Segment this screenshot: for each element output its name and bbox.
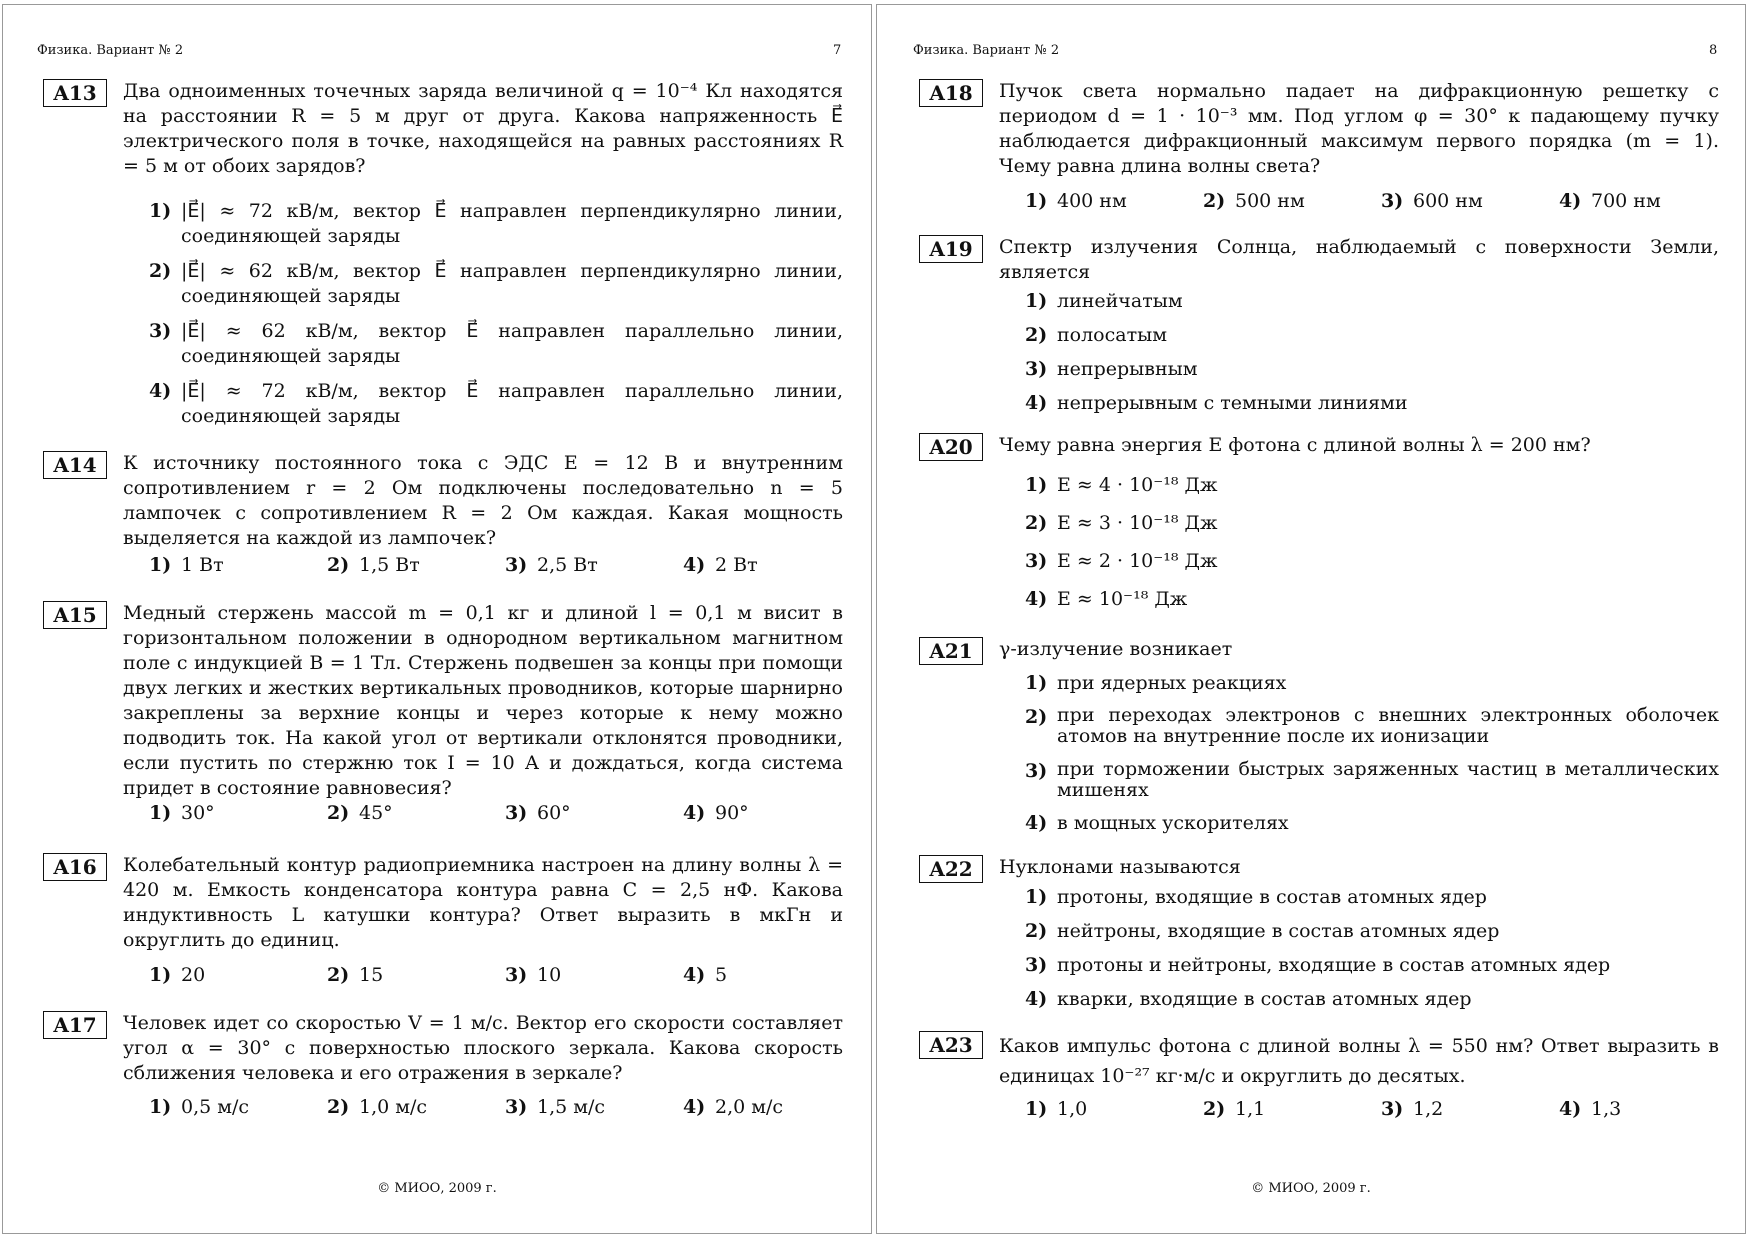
page-header: Физика. Вариант № 2: [37, 43, 184, 58]
option-text: 2 Вт: [715, 554, 758, 576]
option-number: 2): [1203, 190, 1226, 212]
option-text: 45°: [359, 802, 393, 824]
option-text: непрерывным с темными линиями: [1057, 392, 1408, 414]
option-text: при переходах электронов с внешних электронных оболочек атомов на внутренние после их ионизации: [1057, 704, 1719, 747]
option-number: 3): [505, 964, 528, 986]
question-label: A18: [919, 79, 983, 107]
question-text: Два одноименных точечных заряда величиной q = 10⁻⁴ Кл находятся на расстоянии R = 5 м друг от друга. Какова напряженность E⃗ электрического поля в точке, находящейся на равных расстояниях R = 5 м от обоих зарядов?: [123, 80, 843, 177]
question-text: К источнику постоянного тока с ЭДС E = 12 В и внутренним сопротивлением r = 2 Ом подключены последовательно n = 5 лампочек с сопротивлением R = 2 Ом каждая. Какая мощность выделяется на каждой из лампочек?: [123, 452, 843, 549]
option-text: 1,5 м/с: [537, 1096, 606, 1118]
question-label: A22: [919, 855, 983, 883]
question-text: Колебательный контур радиоприемника настроен на длину волны λ = 420 м. Емкость конденсатора контура равна C = 2,5 нФ. Какова индуктивность L катушки контура? Ответ выразить в мкГн и округлить до единиц.: [123, 854, 843, 951]
page-right: [876, 4, 1746, 1234]
question-label: A21: [919, 637, 983, 665]
option-text: при ядерных реакциях: [1057, 672, 1287, 694]
option-text: 1,0: [1057, 1098, 1088, 1120]
option-text: 2,5 Вт: [537, 554, 598, 576]
option-text: 1,0 м/с: [359, 1096, 428, 1118]
question-text: Спектр излучения Солнца, наблюдаемый с поверхности Земли, является: [999, 236, 1719, 283]
page-number: 7: [833, 43, 842, 58]
option-number: 4): [149, 380, 172, 402]
question-text: Чему равна энергия E фотона с длиной волны λ = 200 нм?: [999, 434, 1591, 456]
option-text: 1 Вт: [181, 554, 224, 576]
option-text: 400 нм: [1057, 190, 1127, 212]
option-text: |E⃗| ≈ 72 кВ/м, вектор E⃗ направлен параллельно линии, соединяющей заряды: [181, 380, 843, 427]
page-footer: © МИОО, 2009 г.: [377, 1181, 497, 1196]
option-number: 3): [1025, 550, 1048, 572]
option-number: 3): [1025, 358, 1048, 380]
option-text: 600 нм: [1413, 190, 1483, 212]
option-text: 1,2: [1413, 1098, 1444, 1120]
option-text: протоны, входящие в состав атомных ядер: [1057, 886, 1487, 908]
option-number: 4): [683, 802, 706, 824]
option-number: 1): [149, 200, 172, 222]
option-number: 3): [1381, 190, 1404, 212]
option-text: 700 нм: [1591, 190, 1661, 212]
option-number: 4): [1025, 392, 1048, 414]
option-text: при торможении быстрых заряженных частиц в металлических мишенях: [1057, 758, 1719, 801]
page-number: 8: [1709, 43, 1718, 58]
option-text: 90°: [715, 802, 749, 824]
question-label: A20: [919, 433, 983, 461]
option-number: 4): [1559, 190, 1582, 212]
question-label: A23: [919, 1031, 983, 1059]
question-label: A17: [43, 1011, 107, 1039]
option-number: 2): [1025, 920, 1048, 942]
option-text: 30°: [181, 802, 215, 824]
option-text: E ≈ 10⁻¹⁸ Дж: [1057, 588, 1188, 610]
option-number: 2): [1025, 706, 1048, 728]
question-label: A19: [919, 235, 983, 263]
question-label: A14: [43, 451, 107, 479]
option-number: 2): [327, 964, 350, 986]
option-text: в мощных ускорителях: [1057, 812, 1289, 834]
option-text: 5: [715, 964, 728, 986]
page-footer: © МИОО, 2009 г.: [1251, 1181, 1371, 1196]
option-number: 1): [149, 1096, 172, 1118]
option-text: непрерывным: [1057, 358, 1198, 380]
option-text: полосатым: [1057, 324, 1167, 346]
option-text: 15: [359, 964, 384, 986]
option-number: 3): [505, 554, 528, 576]
option-number: 4): [1025, 812, 1048, 834]
option-text: |E⃗| ≈ 72 кВ/м, вектор E⃗ направлен перпендикулярно линии, соединяющей заряды: [181, 200, 843, 247]
question-text: Нуклонами называются: [999, 856, 1241, 878]
option-text: нейтроны, входящие в состав атомных ядер: [1057, 920, 1500, 942]
option-text: 60°: [537, 802, 571, 824]
option-text: |E⃗| ≈ 62 кВ/м, вектор E⃗ направлен параллельно линии, соединяющей заряды: [181, 320, 843, 367]
option-text: 500 нм: [1235, 190, 1305, 212]
option-text: линейчатым: [1057, 290, 1183, 312]
option-number: 4): [683, 1096, 706, 1118]
option-number: 1): [1025, 290, 1048, 312]
option-number: 1): [1025, 190, 1048, 212]
question-label: A16: [43, 853, 107, 881]
option-number: 4): [1025, 588, 1048, 610]
option-text: кварки, входящие в состав атомных ядер: [1057, 988, 1472, 1010]
option-number: 1): [1025, 1098, 1048, 1120]
option-text: 1,5 Вт: [359, 554, 420, 576]
option-number: 1): [1025, 474, 1048, 496]
question-text: γ-излучение возникает: [999, 638, 1233, 660]
option-number: 3): [1025, 954, 1048, 976]
option-text: E ≈ 2 · 10⁻¹⁸ Дж: [1057, 550, 1218, 572]
option-number: 3): [1381, 1098, 1404, 1120]
option-number: 3): [149, 320, 172, 342]
option-text: 1,3: [1591, 1098, 1622, 1120]
option-text: |E⃗| ≈ 62 кВ/м, вектор E⃗ направлен перпендикулярно линии, соединяющей заряды: [181, 260, 843, 307]
question-text: Человек идет со скоростью V = 1 м/с. Вектор его скорости составляет угол α = 30° с поверхностью плоского зеркала. Какова скорость сближения человека и его отражения в зеркале?: [123, 1012, 843, 1084]
question-text: Каков импульс фотона с длиной волны λ = 550 нм? Ответ выразить в единицах 10⁻²⁷ кг·м/с и округлить до десятых.: [999, 1035, 1719, 1087]
option-number: 2): [327, 802, 350, 824]
option-number: 3): [1025, 760, 1048, 782]
option-number: 2): [327, 1096, 350, 1118]
option-number: 3): [505, 1096, 528, 1118]
option-text: 10: [537, 964, 562, 986]
option-number: 1): [149, 554, 172, 576]
page-left: [2, 4, 872, 1234]
option-number: 1): [149, 802, 172, 824]
option-text: E ≈ 4 · 10⁻¹⁸ Дж: [1057, 474, 1218, 496]
option-text: E ≈ 3 · 10⁻¹⁸ Дж: [1057, 512, 1218, 534]
option-text: протоны и нейтроны, входящие в состав атомных ядер: [1057, 954, 1611, 976]
option-number: 2): [1203, 1098, 1226, 1120]
option-text: 1,1: [1235, 1098, 1266, 1120]
option-number: 4): [683, 554, 706, 576]
option-number: 4): [683, 964, 706, 986]
page-header: Физика. Вариант № 2: [913, 43, 1060, 58]
option-text: 20: [181, 964, 206, 986]
question-text: Медный стержень массой m = 0,1 кг и длиной l = 0,1 м висит в горизонтальном положении в однородном вертикальном магнитном поле с индукцией B = 1 Тл. Стержень подвешен за концы при помощи двух легких и жестких вертикальных проводников, которые шарнирно закреплены за верхние концы и через которые к нему можно подводить ток. На какой угол от вертикали отклонятся проводники, если пустить по стержню ток I = 10 А и дождаться, когда система придет в состояние равновесия?: [123, 602, 843, 799]
option-number: 1): [1025, 886, 1048, 908]
option-text: 2,0 м/с: [715, 1096, 784, 1118]
option-number: 4): [1025, 988, 1048, 1010]
question-label: A15: [43, 601, 107, 629]
option-number: 1): [149, 964, 172, 986]
option-number: 2): [327, 554, 350, 576]
option-number: 2): [1025, 324, 1048, 346]
question-text: Пучок света нормально падает на дифракционную решетку с периодом d = 1 · 10⁻³ мм. Под углом φ = 30° к падающему пучку наблюдается дифракционный максимум первого порядка (m = 1). Чему равна длина волны света?: [999, 80, 1719, 177]
option-number: 3): [505, 802, 528, 824]
option-text: 0,5 м/с: [181, 1096, 250, 1118]
question-label: A13: [43, 79, 107, 107]
option-number: 2): [1025, 512, 1048, 534]
option-number: 2): [149, 260, 172, 282]
option-number: 4): [1559, 1098, 1582, 1120]
option-number: 1): [1025, 672, 1048, 694]
